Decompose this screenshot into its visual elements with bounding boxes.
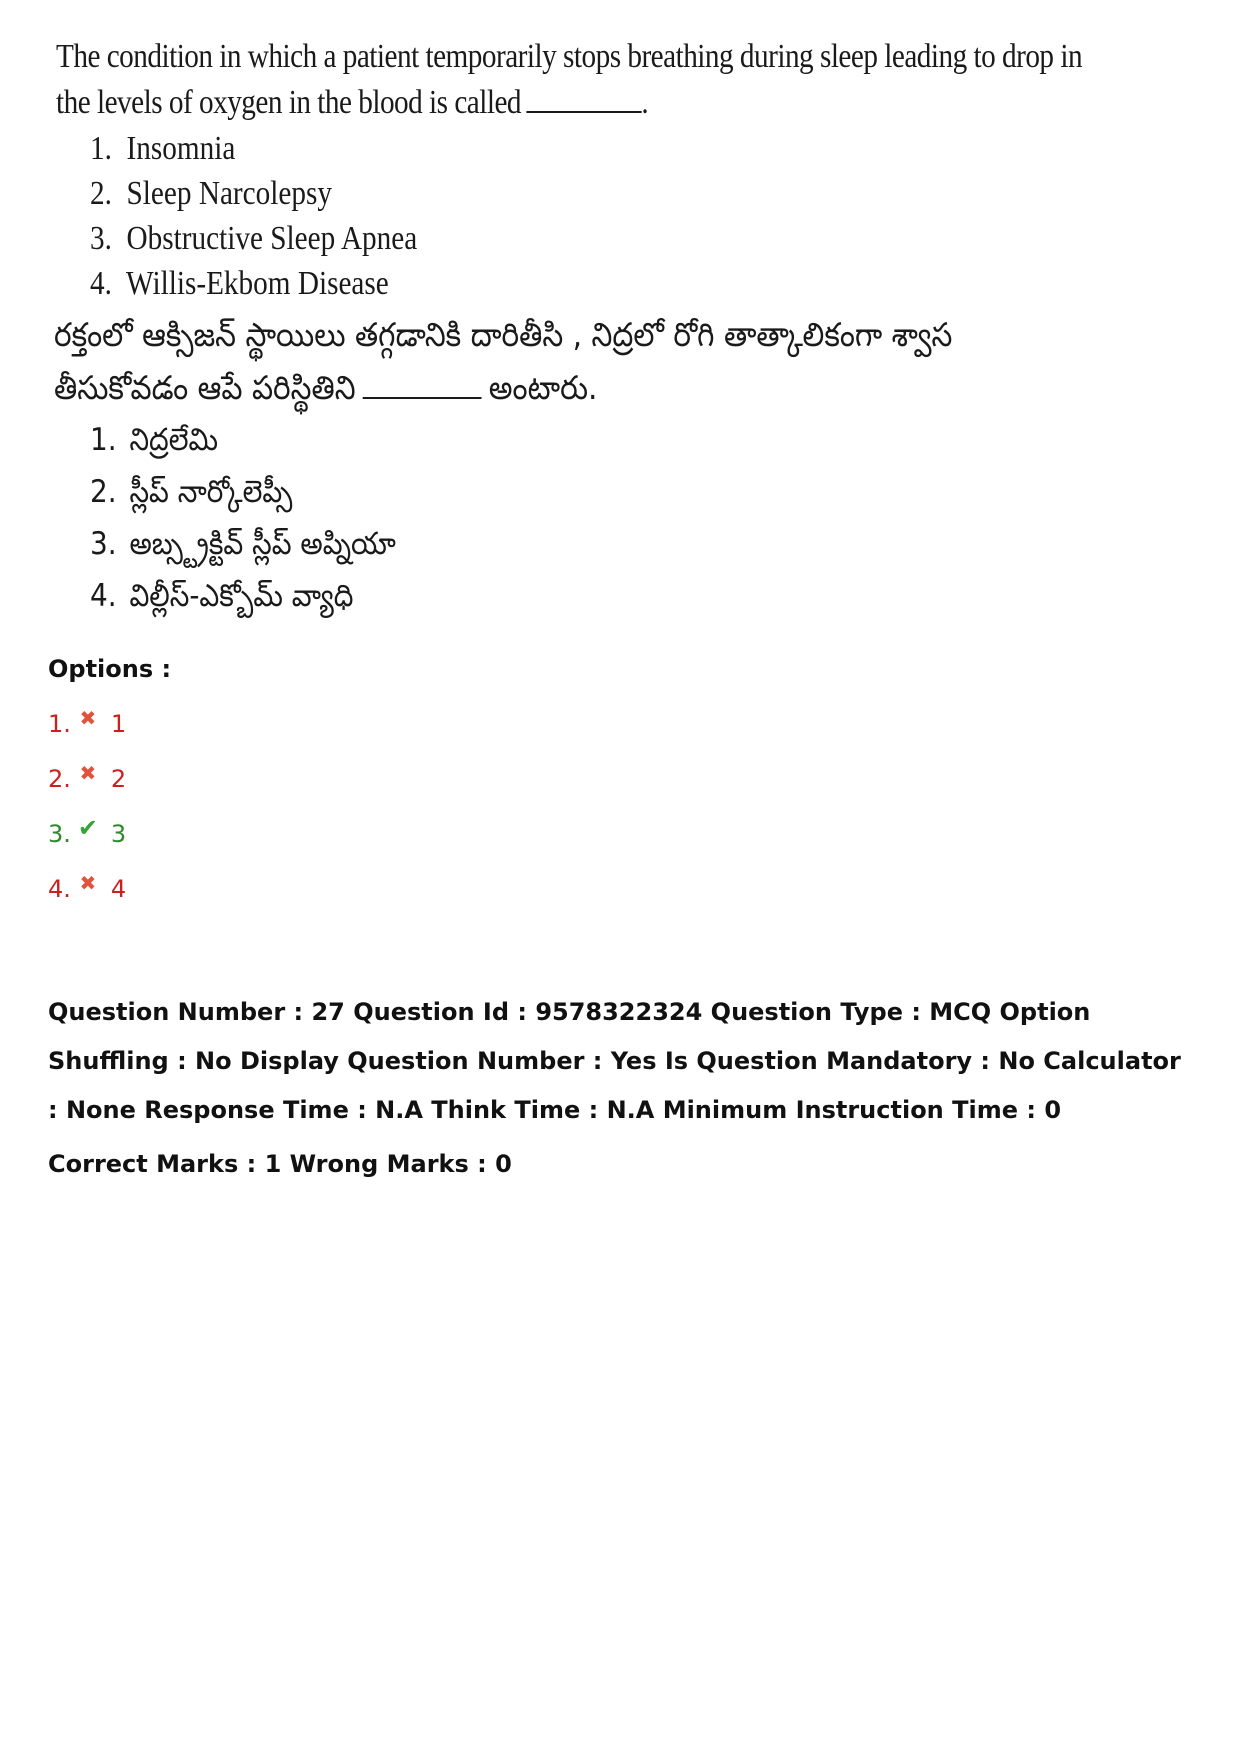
- telugu-question-line-2: [54, 368, 597, 415]
- choice-index: 2.: [48, 765, 71, 793]
- choice-index: 1.: [48, 710, 71, 738]
- english-option-2: [90, 175, 332, 213]
- telugu-answer-blank: [363, 371, 482, 399]
- english-option-number: 1.: [90, 130, 112, 167]
- english-option-4: [90, 265, 389, 303]
- answer-blank: [526, 85, 641, 113]
- telugu-option-1: [90, 422, 218, 465]
- telugu-option-text: విల్లీస్-ఎక్బోమ్ వ్యాధి: [129, 578, 354, 614]
- english-option-text: Willis-Ekbom Disease: [126, 265, 389, 302]
- question-image: [52, 30, 1083, 620]
- answer-choice-3: [48, 814, 127, 848]
- choice-value: 4: [110, 875, 127, 903]
- check-icon: ✔: [77, 814, 98, 842]
- english-option-number: 4.: [90, 265, 112, 302]
- answer-choice-2: [48, 761, 127, 793]
- telugu-option-number: 2.: [90, 474, 117, 510]
- answer-choice-1: [48, 706, 127, 738]
- telugu-option-number: 4.: [90, 578, 117, 614]
- marks-info: Correct Marks : 1 Wrong Marks : 0: [48, 1150, 512, 1178]
- telugu-question-line-2-end: అంటారు.: [488, 368, 598, 407]
- english-option-text: Insomnia: [126, 130, 236, 167]
- question-metadata: Question Number : 27 Question Id : 9578322324 Question Type : MCQ Option Shuffling : No Display Question Number : Yes Is Question Mandatory : No Calculator : None Response Time : N.A Think Time : N.A Minimum Instruction Time : 0: [48, 998, 1181, 1124]
- english-option-text: Obstructive Sleep Apnea: [126, 220, 418, 257]
- telugu-option-4: [90, 578, 353, 621]
- telugu-option-number: 3.: [90, 526, 117, 562]
- choice-value: 1: [110, 710, 127, 738]
- telugu-option-text: స్లీప్ నార్కోలెప్సీ: [129, 474, 293, 510]
- options-heading: Options :: [48, 655, 172, 683]
- choice-value: 3: [110, 820, 127, 848]
- cross-icon: ✖: [79, 871, 97, 895]
- english-option-number: 2.: [90, 175, 112, 212]
- telugu-option-text: అబ్స్ట్రక్టివ్ స్లీప్ అప్నియా: [129, 526, 396, 562]
- cross-icon: ✖: [79, 706, 97, 730]
- english-option-1: [90, 130, 235, 168]
- choice-value: 2: [110, 765, 127, 793]
- question-text-line-2-end: .: [641, 84, 649, 121]
- english-option-number: 3.: [90, 220, 112, 257]
- question-text-line-2-start: the levels of oxygen in the blood is called: [56, 84, 522, 121]
- question-text-line-2: [56, 84, 648, 122]
- telugu-question-line-2-start: తీసుకోవడం ఆపే పరిస్థితిని: [54, 368, 356, 407]
- telugu-option-2: [90, 474, 292, 517]
- english-option-3: [90, 220, 417, 258]
- choice-index: 4.: [48, 875, 71, 903]
- telugu-option-3: [90, 526, 396, 569]
- english-option-text: Sleep Narcolepsy: [126, 175, 332, 212]
- telugu-option-number: 1.: [90, 422, 117, 458]
- answer-choice-4: [48, 871, 127, 903]
- telugu-option-text: నిద్రలేమి: [129, 422, 219, 458]
- cross-icon: ✖: [79, 761, 97, 785]
- choice-index: 3.: [48, 820, 71, 848]
- telugu-question-line-1: రక్తంలో ఆక్సిజన్ స్థాయిలు తగ్గడానికి దారితీసి , నిద్రలో రోగి తాత్కాలికంగా శ్వాస: [54, 315, 953, 354]
- question-text-line-1: The condition in which a patient temporarily stops breathing during sleep leading to drop in: [56, 38, 1083, 75]
